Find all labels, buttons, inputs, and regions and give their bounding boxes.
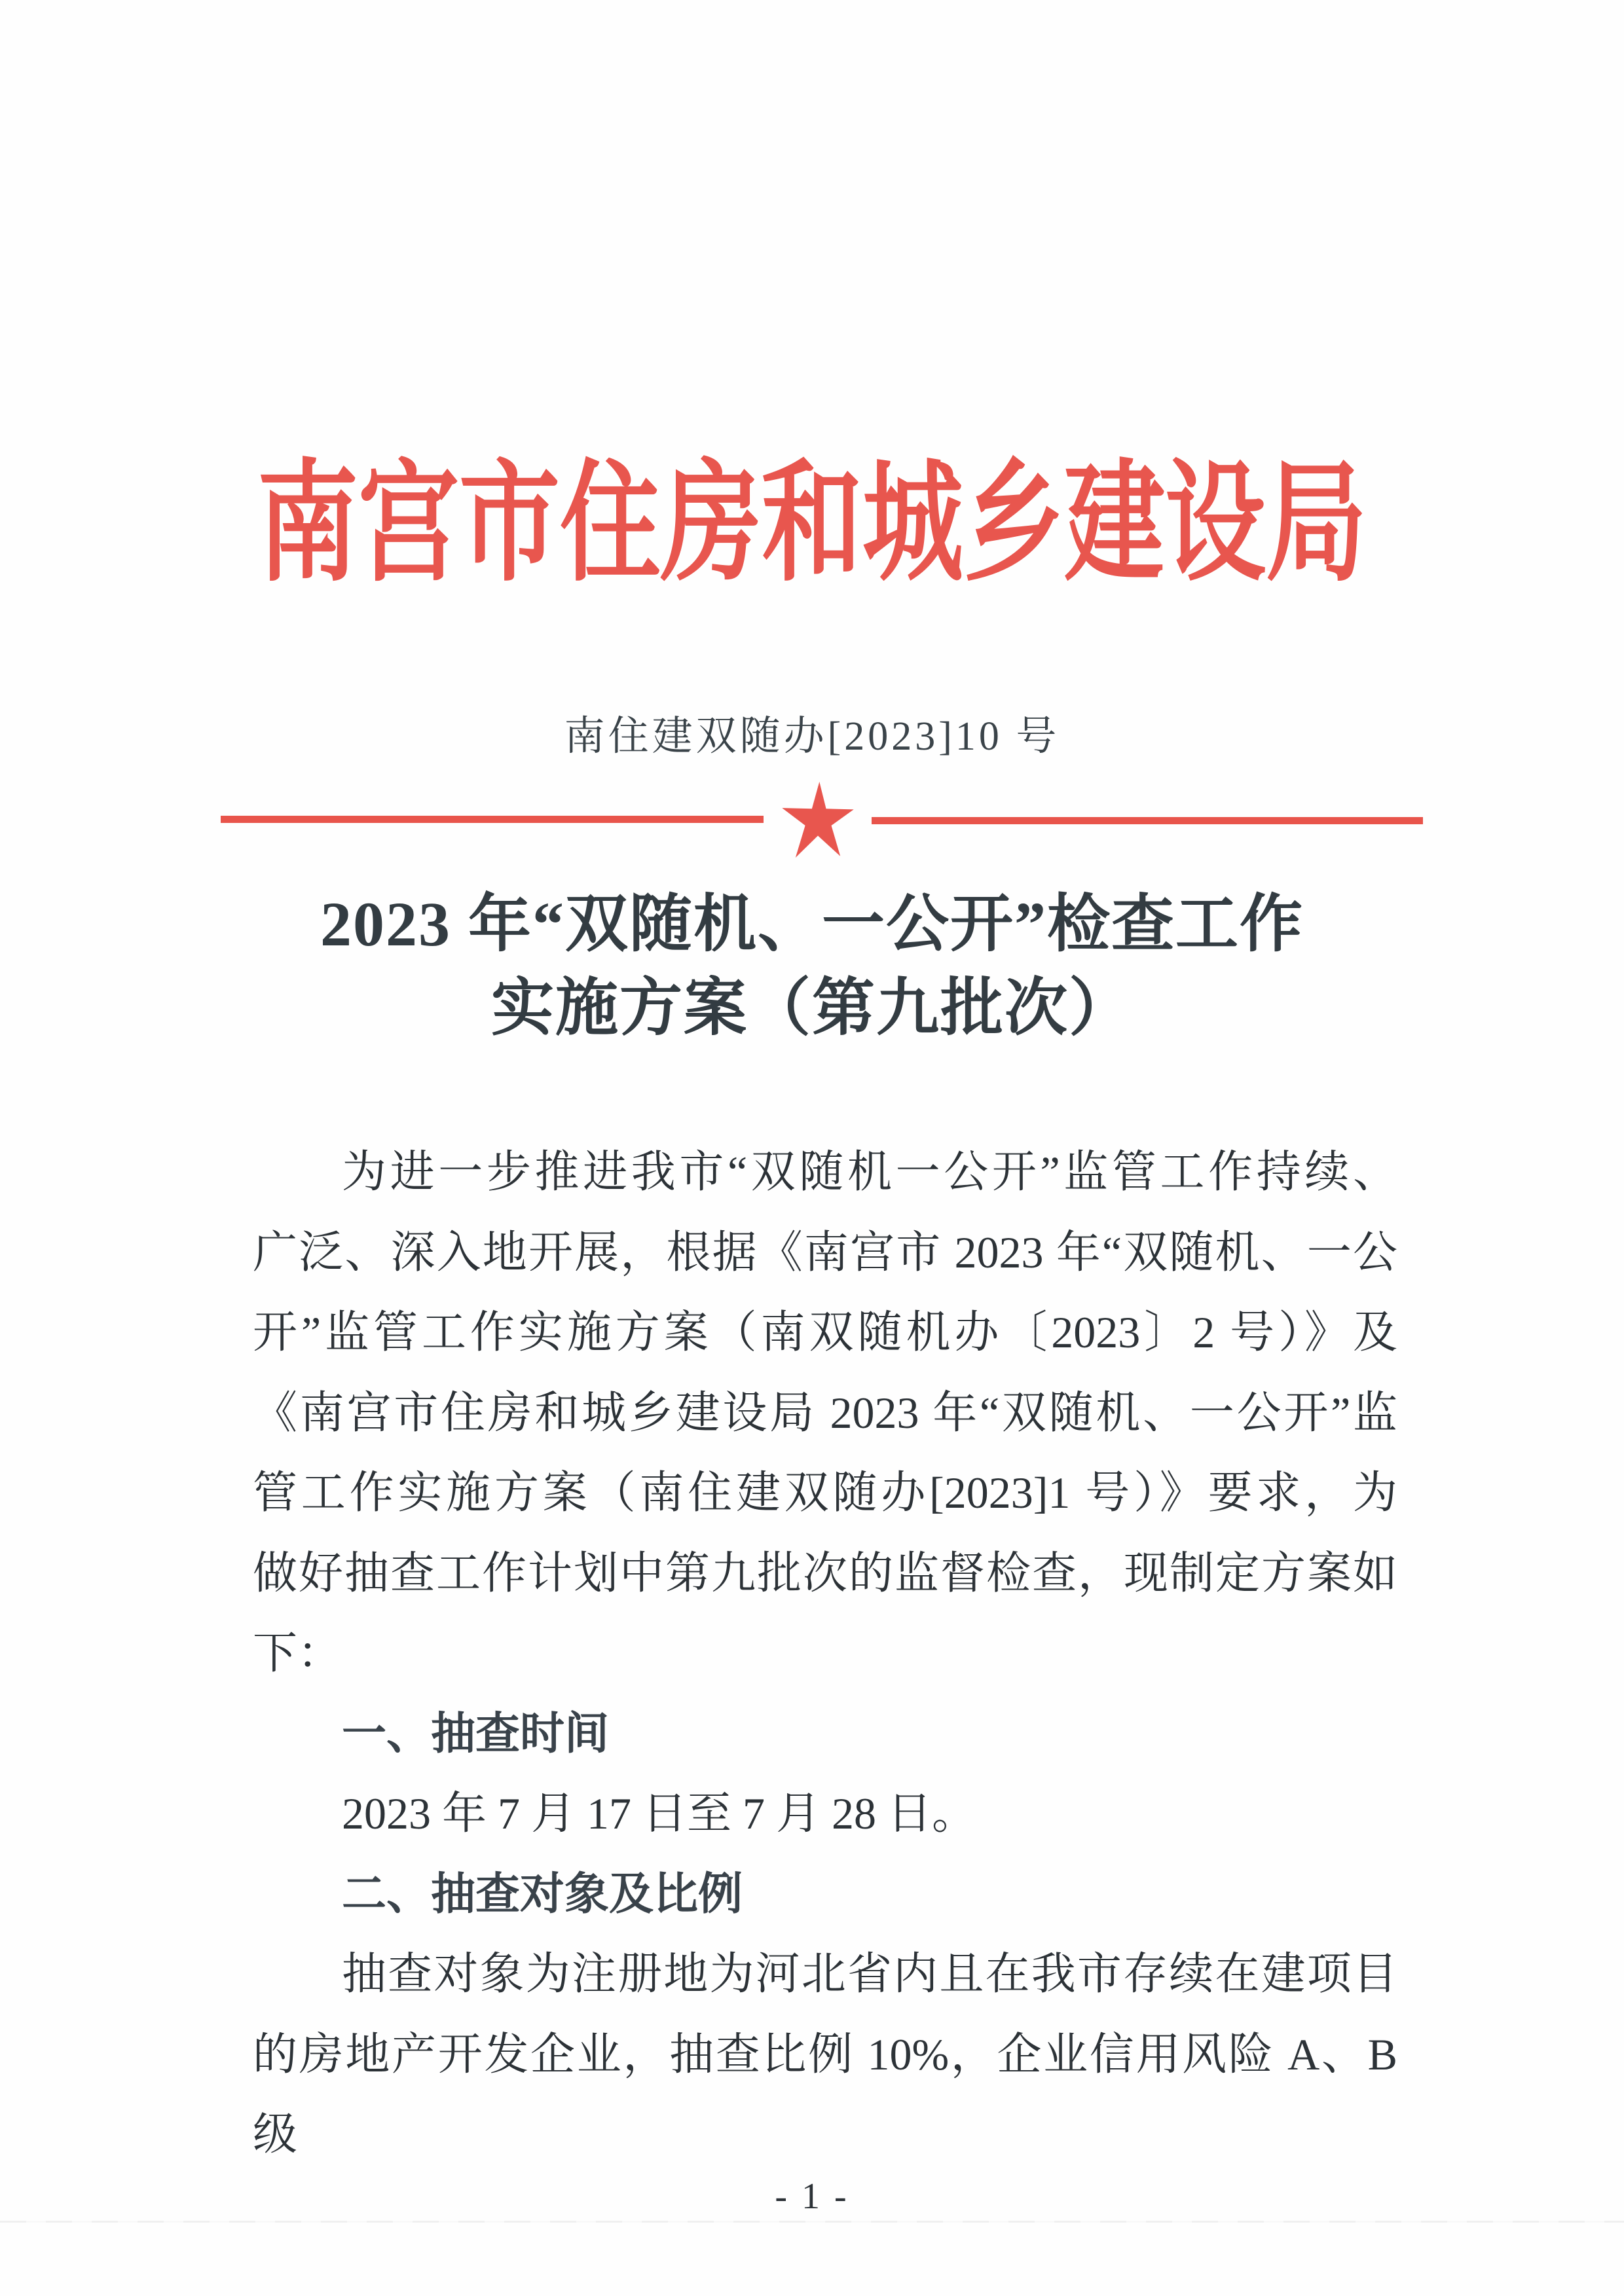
document-title [0,883,1624,1050]
body-line: 《南宫市住房和城乡建设局 2023 年“双随机、一公开”监 [253,1387,1397,1438]
document-reference-number: 南住建双随办[2023]10 号 [564,714,1060,759]
body-line: 广泛、深入地开展，根据《南宫市 2023 年“双随机、一公 [253,1227,1397,1277]
page-number: - 1 - [775,2176,849,2217]
document-title-line-2: 实施方案（第九批次） [491,973,1133,1043]
body-line: 开”监管工作实施方案（南双随机办〔2023〕2 号）》及 [253,1307,1397,1357]
document-title-line-1: 2023 年“双随机、一公开”检查工作 [320,889,1304,959]
section-heading: 一、抽查时间 [342,1708,610,1758]
masthead-rule-left [221,816,764,823]
body-line: 2023 年 7 月 17 日至 7 月 28 日。 [342,1789,977,1838]
scan-artifact-streak [0,2221,1624,2223]
body-line: 做好抽查工作计划中第九批次的监督检查，现制定方案如 [253,1548,1397,1598]
red-star-shape [782,782,853,858]
body-line: 为进一步推进我市“双随机一公开”监管工作持续、 [342,1147,1397,1197]
body-line: 的房地产开发企业，抽查比例 10%，企业信用风险 A、B 级 [253,2029,1397,2159]
agency-masthead-title: 南宫市住房和城乡建设局 [257,452,1367,597]
body-line: 管工作实施方案（南住建双随办[2023]1 号）》要求，为 [253,1468,1397,1518]
body [253,1132,1397,2159]
section-heading: 二、抽查对象及比例 [342,1868,743,1919]
red-star-icon [781,782,855,858]
body-line: 抽查对象为注册地为河北省内且在我市存续在建项目 [342,1949,1397,1999]
body-line: 下： [253,1628,342,1678]
masthead-rule-right [872,817,1423,824]
